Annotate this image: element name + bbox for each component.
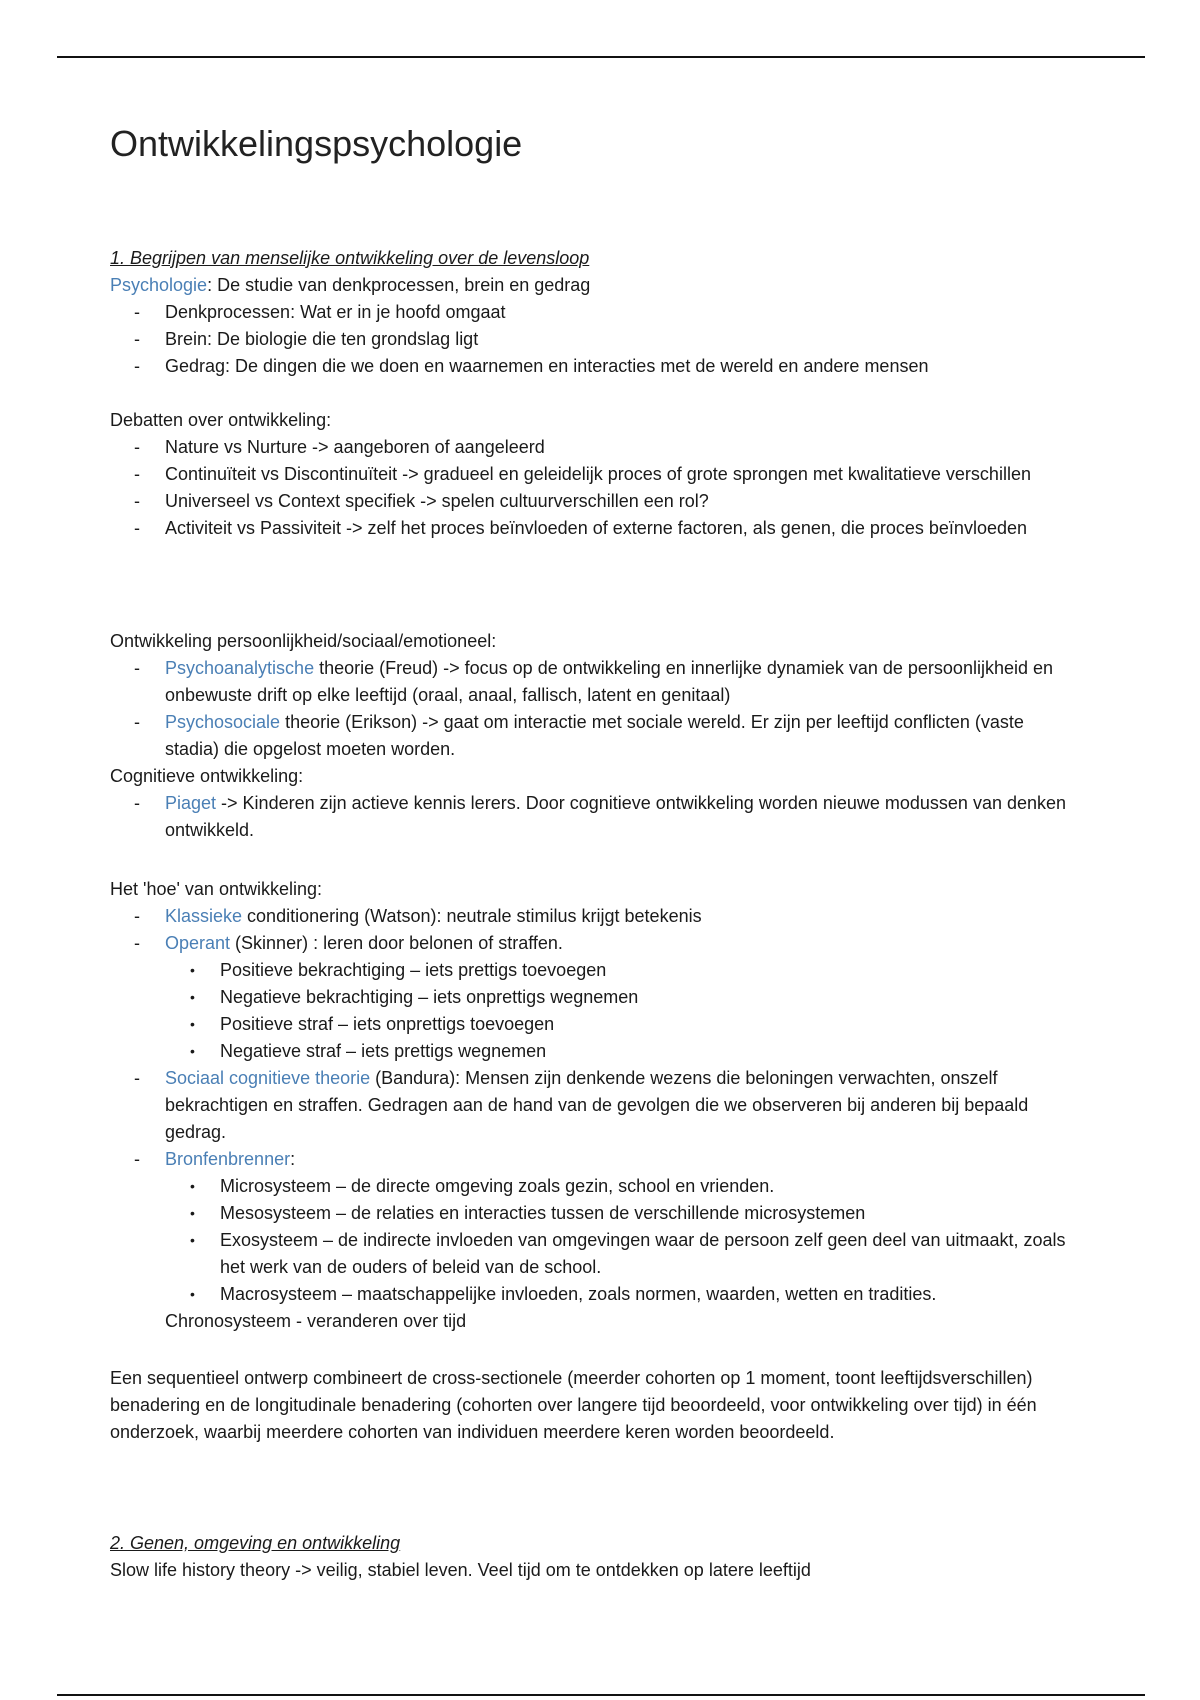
list-item: • Positieve bekrachtiging – iets prettigs toevoegen (165, 957, 1070, 984)
list-item: • Macrosysteem – maatschappelijke invloeden, zoals normen, waarden, wetten en tradities. (165, 1281, 1070, 1308)
debates-block (110, 407, 1070, 542)
psychosocial-term: Psychosociale (165, 712, 281, 732)
social-cognitive-term: Sociaal cognitieve theorie (165, 1068, 371, 1088)
header-rule (57, 56, 1145, 58)
operant-term: Operant (165, 933, 231, 953)
section-2-heading: 2. Genen, omgeving en ontwikkeling (110, 1533, 401, 1553)
list-item (110, 790, 1070, 844)
list-item: • Positieve straf – iets onprettigs toevoegen (165, 1011, 1070, 1038)
list-item (110, 1065, 1070, 1146)
piaget-text: -> Kinderen zijn actieve kennis lerers. Door cognitieve ontwikkeling worden nieuwe modussen van denken ontwikkeld. (165, 793, 1067, 840)
list-item: - Activiteit vs Passiviteit -> zelf het proces beïnvloeden of externe factoren, als genen, die proces beïnvloeden (110, 515, 1070, 542)
list-item: - Denkprocessen: Wat er in je hoofd omgaat (110, 299, 1070, 326)
list-item: - Brein: De biologie die ten grondslag ligt (110, 326, 1070, 353)
list-item (110, 655, 1070, 709)
footer-rule (57, 1694, 1145, 1696)
psychology-definition (110, 272, 1070, 299)
chronosystem-line: Chronosysteem - veranderen over tijd (165, 1311, 467, 1331)
list-item (110, 709, 1070, 763)
list-item: • Mesosysteem – de relaties en interacties tussen de verschillende microsystemen (165, 1200, 1070, 1227)
psychoanalytic-term: Psychoanalytische (165, 658, 315, 678)
personality-block (110, 628, 1070, 844)
list-item: • Microsysteem – de directe omgeving zoals gezin, school en vrienden. (165, 1173, 1070, 1200)
debates-list (110, 434, 1070, 542)
bronfenbrenner-sublist (165, 1173, 1070, 1308)
sequential-paragraph: Een sequentieel ontwerp combineert de cross-sectionele (meerder cohorten op 1 moment, toont leeftijdsverschillen) benadering en de longitudinale benadering (cohorten over langere tijd beoordeeld, voor ontwikkeling over tijd) in één onderzoek, waarbij meerdere cohorten van individuen meerdere keren worden beoordeeld. (110, 1368, 1037, 1442)
personality-list (110, 655, 1070, 763)
cognitive-label: Cognitieve ontwikkeling: (110, 766, 304, 786)
section-2-line: Slow life history theory -> veilig, stabiel leven. Veel tijd om te ontdekken op latere leeftijd (110, 1560, 811, 1580)
sequential-block (110, 1365, 1070, 1446)
classical-term: Klassieke (165, 906, 243, 926)
debates-label: Debatten over ontwikkeling: (110, 410, 332, 430)
document-title: Ontwikkelingspsychologie (110, 123, 523, 164)
bronfenbrenner-colon: : (290, 1149, 296, 1169)
list-item: - Universeel vs Context specifiek -> spelen cultuurverschillen een rol? (110, 488, 1070, 515)
psychology-term: Psychologie (110, 275, 208, 295)
psychoanalytic-text: theorie (Freud) -> focus op de ontwikkeling en innerlijke dynamiek van de persoonlijkheid en onbewuste drift op elke leeftijd (oraal, anaal, fallisch, latent en genitaal) (165, 658, 1054, 705)
psychology-definition-text: : De studie van denkprocessen, brein en gedrag (207, 275, 591, 295)
list-item: - Continuïteit vs Discontinuïteit -> gradueel en geleidelijk proces of grote sprongen met kwalitatieve verschillen (110, 461, 1070, 488)
list-item (110, 1146, 1070, 1308)
piaget-term: Piaget (165, 793, 217, 813)
operant-text: (Skinner) : leren door belonen of straffen. (230, 933, 563, 953)
personality-label: Ontwikkeling persoonlijkheid/sociaal/emotioneel: (110, 631, 497, 651)
cognitive-list (110, 790, 1070, 844)
bronfenbrenner-term: Bronfenbrenner (165, 1149, 291, 1169)
section-2 (110, 1530, 1070, 1584)
psychosocial-text: theorie (Erikson) -> gaat om interactie met sociale wereld. Er zijn per leeftijd conflicten (vaste stadia) die opgelost moeten worden. (165, 712, 1024, 759)
psychology-list (110, 299, 1070, 380)
how-block (110, 876, 1070, 1335)
section-1-heading: 1. Begrijpen van menselijke ontwikkeling over de levensloop (110, 248, 590, 268)
social-cognitive-text: (Bandura): Mensen zijn denkende wezens die beloningen verwachten, onszelf bekrachtigen en straffen. Gedragen aan de hand van de gevolgen die we observeren bij anderen bij bepaald gedrag. (165, 1068, 1029, 1142)
section-1 (110, 245, 1070, 380)
list-item: - Nature vs Nurture -> aangeboren of aangeleerd (110, 434, 1070, 461)
how-label: Het 'hoe' van ontwikkeling: (110, 879, 322, 899)
list-item: • Exosysteem – de indirecte invloeden van omgevingen waar de persoon zelf geen deel van uitmaakt, zoals het werk van de ouders of beleid van de school. (165, 1227, 1070, 1281)
classical-text: conditionering (Watson): neutrale stimilus krijgt betekenis (242, 906, 702, 926)
operant-sublist (165, 957, 1070, 1065)
list-item: - Gedrag: De dingen die we doen en waarnemen en interacties met de wereld en andere mensen (110, 353, 1070, 380)
list-item (110, 903, 1070, 930)
how-list (110, 903, 1070, 1308)
list-item (110, 930, 1070, 1065)
list-item: • Negatieve straf – iets prettigs wegnemen (165, 1038, 1070, 1065)
list-item: • Negatieve bekrachtiging – iets onprettigs wegnemen (165, 984, 1070, 1011)
